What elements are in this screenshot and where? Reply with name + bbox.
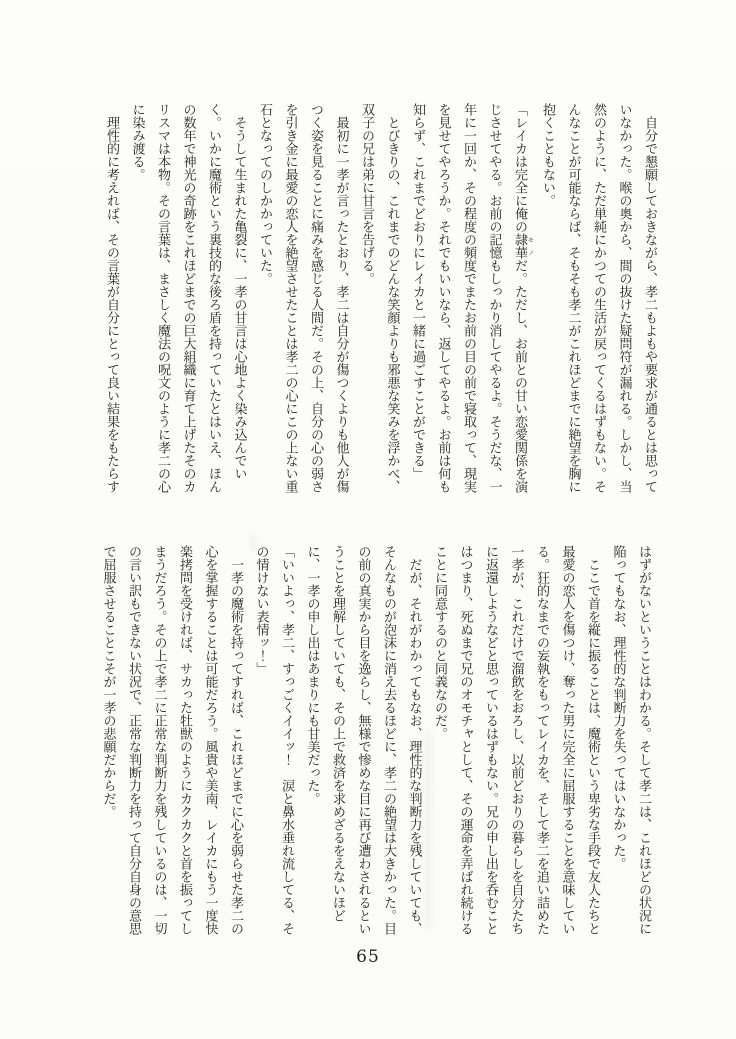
- text-block-bottom: [95, 545, 656, 937]
- paragraph-9: だが、それがわかってもなお、理性的な判断力を残していても、そんなものが泡沫に消え去るほどに、孝二の絶望は大きかった。目の前の真実から目を逸らし、無様で惨めな目に再び遭わされるということを理解していても、その上で救済を求めざるをえないほどに、一孝の申し出はあまりにも甘美だった。: [304, 545, 422, 935]
- paragraph-3: とびきりの、これまでのどんな笑顔よりも邪悪な笑みを浮かべ、双子の兄は弟に甘言を告げる。: [359, 103, 400, 493]
- ruby-annotation: [512, 233, 535, 259]
- quote-text-pre: 「レイカは完全に俺の: [512, 103, 527, 233]
- page-number: 65: [356, 947, 380, 967]
- paragraph-7-continuation: はずがないということはわかる。そして孝二は、これほどの状況に陥ってもなお、理性的な判断力を失ってはいなかった。: [610, 545, 651, 935]
- ruby-furigana: モノ: [526, 233, 535, 259]
- paragraph-10-quote: 「いいよっ、孝二、すっごくイイッ！ 涙と鼻水垂れ流してる、その情けない表情ッ！」: [253, 545, 294, 935]
- quote-text-post: だ。ただし、お前との甘い恋愛関係を演じさせてやる。お前の記憶もしっかり消してやるよ。そうだな、一年に一回か、その程度の頻度でまたお前の目の前で寝取って、現実を見せてやろうか。それでもいいなら、返してやるよ。お前は何も知らず、これまでどおりにレイカと一緒に過ごすことができる」: [410, 103, 527, 493]
- paragraph-4: 最初に一孝が言ったとおり、孝二は自分が傷つくよりも他人が傷つく姿を見ることに痛みを感じる人間だ。その上、自分の心の弱さを引き金に最愛の恋人を絶望させたことは孝二の心にこの上ない重石となってのしかかっていた。: [257, 103, 349, 493]
- text-block-top: [99, 103, 663, 495]
- paragraph-5: そうして生まれた亀裂に、一孝の甘言は心地よく染み込んでいく。いかに魔術という裏技的な後ろ盾を持っていたとはいえ、ほんの数年で神光の奇跡をこれほどまでの巨大組織に育て上げたそのカリスマは本物。その言葉は、まさしく魔法の呪文のように孝二の心に染み渡る。: [129, 103, 247, 493]
- paragraph-1: 自分で懇願しておきながら、孝二もよもや要求が通るとは思っていなかった。喉の奥から、間の抜けた疑問符が漏れる。しかし、当然のように、ただ単純にかつての生活が戻ってくるはずもない。そんなことが可能ならば、そもそも孝二がこれほどまでに絶望を胸に抱くこともない。: [540, 103, 657, 493]
- paragraph-11: 一孝の魔術を持ってすれば、これほどまでに心を弱らせた孝二の心を掌握することは可能だろう。風貴や美南、レイカにもう一度快楽拷問を受ければ、サカった牡獣のようにカクカクと首を振ってしまうだろう。その上で孝二に正常な判断力を残しているのは、一切の言い訳もできない状況で、正常な判断力を持って自分自身の意思で屈服させることこそが一孝の悲願だからだ。: [100, 545, 243, 935]
- paragraph-2-quote: [405, 103, 535, 495]
- ruby-base: 隷華: [512, 233, 527, 259]
- paragraph-8: ここで首を縦に振ることは、魔術という卑劣な手段で友人たちと最愛の恋人を傷つけ、奪った男に完全に屈服することを意味している。狂的なまでの妄執をもってレイカを、そして孝二を追い詰めた一孝が、これだけで溜飲をおろし、以前どおりの暮らしを自分たちに返還しようなどと思っているはずもない。兄の申し出を呑むことはつまり、死ぬまで兄のオモチャとして、その運命を弄ばれ続けることに同意するのと同義なのだ。: [432, 545, 600, 935]
- paragraph-6: 理性的に考えれば、その言葉が自分にとって良い結果をもたらす: [104, 116, 119, 493]
